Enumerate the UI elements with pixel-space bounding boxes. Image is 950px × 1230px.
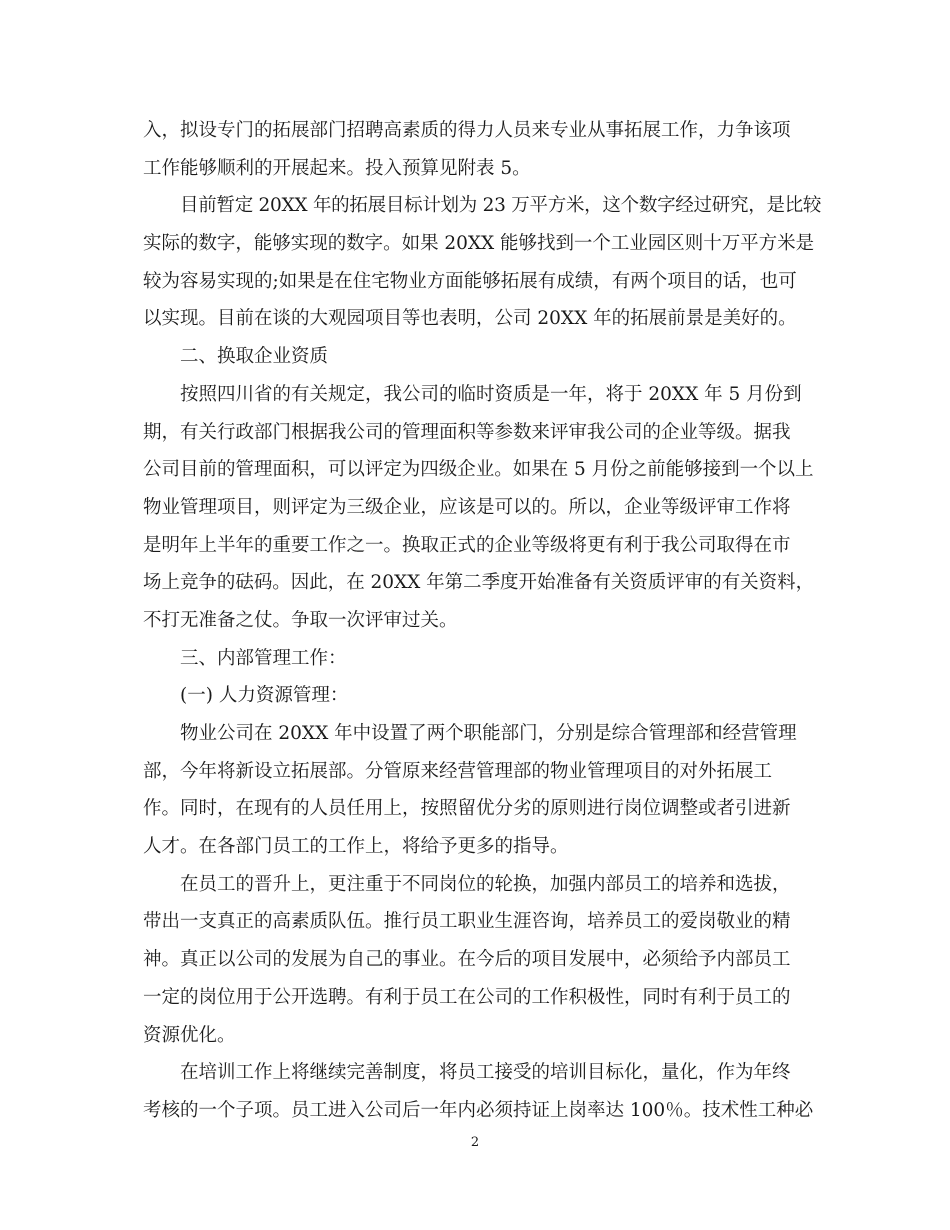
text-line: 一定的岗位用于公开选聘。有利于员工在公司的工作积极性，同时有利于员工的 (143, 986, 791, 1008)
text-line: 部，今年将新设立拓展部。分管原来经营管理部的物业管理项目的对外拓展工 (143, 760, 773, 782)
text-line: 三、内部管理工作： (180, 647, 347, 669)
text-line: 按照四川省的有关规定，我公司的临时资质是一年，将于 20XX 年 5 月份到 (180, 383, 802, 405)
document-body (143, 112, 822, 1130)
text-line: 在员工的晋升上，更注重于不同岗位的轮换，加强内部员工的培养和选拔， (180, 873, 791, 895)
text-line: 物业公司在 20XX 年中设置了两个职能部门，分别是综合管理部和经营管理 (180, 723, 797, 744)
text-line: 工作能够顺利的开展起来。投入预算见附表 5。 (143, 157, 531, 179)
text-line: 目前暂定 20XX 年的拓展目标计划为 23 万平方米，这个数字经过研究，是比较 (180, 195, 822, 217)
text-line: 资源优化。 (143, 1024, 236, 1046)
text-line: 神。真正以公司的发展为自己的事业。在今后的项目发展中，必须给予内部员工 (143, 949, 791, 971)
text-line: 二、换取企业资质 (180, 346, 329, 368)
text-line: 场上竞争的砝码。因此，在 20XX 年第二季度开始准备有关资质评审的有关资料， (143, 572, 815, 594)
text-line: 较为容易实现的;如果是在住宅物业方面能够拓展有成绩，有两个项目的话，也可 (143, 270, 797, 292)
text-line: 作。同时，在现有的人员任用上，按照留优分劣的原则进行岗位调整或者引进新 (143, 798, 791, 820)
text-line: 期，有关行政部门根据我公司的管理面积等参数来评审我公司的企业等级。据我 (143, 421, 791, 443)
text-line: 人才。在各部门员工的工作上，将给予更多的指导。 (143, 836, 569, 858)
text-line: 在培训工作上将继续完善制度，将员工接受的培训目标化，量化，作为年终 (180, 1062, 791, 1084)
text-line: 实际的数字，能够实现的数字。如果 20XX 能够找到一个工业园区则十万平方米是 (143, 233, 815, 255)
text-line: 以实现。目前在谈的大观园项目等也表明，公司 20XX 年的拓展前景是美好的。 (143, 308, 797, 330)
text-line: 入，拟设专门的拓展部门招聘高素质的得力人员来专业从事拓展工作，力争该项 (143, 120, 791, 141)
page-number: 2 (470, 1135, 480, 1150)
text-line: 是明年上半年的重要工作之一。换取正式的企业等级将更有利于我公司取得在市 (143, 534, 791, 556)
text-line: 带出一支真正的高素质队伍。推行员工职业生涯咨询，培养员工的爱岗敬业的精 (143, 911, 791, 933)
text-line: 物业管理项目，则评定为三级企业，应该是可以的。所以，企业等级评审工作将 (143, 496, 791, 518)
text-line: 考核的一个子项。员工进入公司后一年内必须持证上岗率达 100％。技术性工种必 (143, 1099, 814, 1121)
text-line: 不打无准备之仗。争取一次评审过关。 (143, 609, 458, 631)
document-text (143, 112, 822, 1130)
text-line: (一) 人力资源管理： (180, 685, 349, 707)
text-line: 公司目前的管理面积，可以评定为四级企业。如果在 5 月份之前能够接到一个以上 (143, 459, 814, 481)
